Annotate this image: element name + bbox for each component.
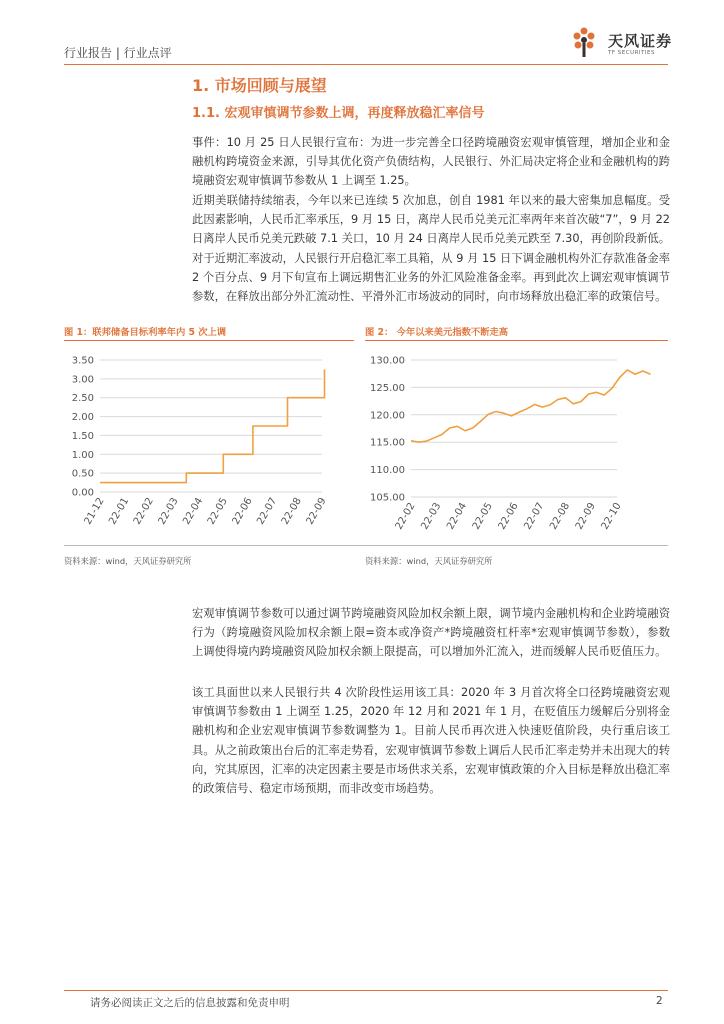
x-tick-label: 22-05 (470, 501, 495, 532)
x-tick-label: 22-01 (107, 496, 132, 527)
x-tick-label: 22-05 (205, 496, 230, 527)
x-tick-label: 22-08 (548, 501, 573, 532)
x-tick-label: 22-02 (393, 501, 418, 532)
figure1-source: 资料来源：wind，天风证券研究所 (64, 556, 192, 566)
figure1-title: 图 1：联邦储备目标利率年内 5 次上调 (64, 327, 227, 338)
y-tick-label: 125.00 (370, 382, 405, 394)
x-tick-label: 22-07 (255, 496, 280, 527)
figure2-chart (365, 346, 668, 546)
y-tick-label: 1.50 (71, 430, 94, 442)
x-tick-label: 22-08 (279, 496, 304, 527)
x-tick-label: 22-02 (131, 496, 156, 527)
x-tick-label: 22-06 (230, 496, 255, 527)
x-tick-label: 22-07 (522, 501, 547, 532)
paragraph-event: 事件：10 月 25 日人民银行宣布：为进一步完善全口径跨境融资宏观审慎管理，增加企业和金融机构跨境资金来源，引导其优化资产负债结构，人民银行、外汇局决定将企业和金融机构的跨境融资宏观审慎调节参数从 1 上调至 1.25。 (192, 136, 670, 188)
section-heading: 1. 市场回顾与展望 (192, 76, 327, 95)
subsection-heading: 1.1. 宏观审慎调节参数上调，再度释放稳汇率信号 (192, 106, 485, 121)
series-line (100, 369, 325, 482)
page-number: 2 (656, 995, 663, 1007)
y-tick-label: 130.00 (370, 355, 405, 367)
figure-bottom-rule (64, 545, 668, 546)
y-tick-label: 105.00 (370, 492, 405, 504)
x-tick-label: 22-09 (573, 501, 598, 532)
x-tick-label: 22-10 (599, 501, 624, 532)
logo-name: 天风证券 (608, 32, 673, 50)
footer-divider (64, 990, 668, 991)
y-tick-label: 2.50 (71, 393, 94, 405)
y-tick-label: 3.00 (71, 374, 94, 386)
y-tick-label: 0.00 (71, 487, 94, 499)
logo-subtitle: TF SECURITIES (608, 50, 655, 56)
x-tick-label: 22-03 (419, 501, 444, 532)
figure1-rule (64, 340, 354, 341)
x-tick-label: 22-03 (156, 496, 181, 527)
y-tick-label: 0.50 (71, 468, 94, 480)
x-tick-label: 22-04 (181, 496, 206, 527)
figure2-rule (365, 340, 668, 341)
footer-disclaimer: 请务必阅读正文之后的信息披露和免责申明 (90, 997, 290, 1009)
figure2-title: 图 2： 今年以来美元指数不断走高 (365, 327, 509, 338)
y-tick-label: 115.00 (370, 437, 405, 449)
x-tick-label: 22-06 (496, 501, 521, 532)
report-category: 行业报告 | 行业点评 (64, 46, 172, 60)
y-tick-label: 1.00 (71, 449, 94, 461)
paragraph-mechanism: 宏观审慎调节参数可以通过调节跨境融资风险加权余额上限，调节境内金融机构和企业跨境融资行为（跨境融资风险加权余额上限=资本或净资产*跨境融资杠杆率*宏观审慎调节参数），参数上调使得境内跨境融资风险加权余额上限提高，可以增加外汇流入，进而缓解人民币贬值压力。 (192, 607, 670, 659)
flower-logo-icon (574, 28, 595, 58)
y-tick-label: 3.50 (71, 355, 94, 367)
x-tick-label: 22-04 (445, 501, 470, 532)
paragraph-background: 近期美联储持续缩表，今年以来已连续 5 次加息，创自 1981 年以来的最大密集加息幅度。受此因素影响，人民币汇率承压，9 月 15 日，离岸人民币兑美元汇率两年来首次破“7”，9 月 22 日离岸人民币兑美元跌破 7.1 关口，10 月 24 日离岸人民币兑美元跌至 7.30，再创阶段新低。对于近期汇率波动，人民银行开启稳汇率工具箱，从 9 月 15 日下调金融机构外汇存款准备金率 2 个百分点、9 月下旬宣布上调远期售汇业务的外汇风险准备金率。再到此次上调宏观审慎调节参数，在释放出部分外汇流动性、平滑外汇市场波动的同时，向市场释放出稳汇率的政策信号。 (192, 194, 670, 304)
figure2-source: 资料来源：wind，天风证券研究所 (365, 556, 493, 566)
figure1-chart (64, 346, 354, 546)
y-tick-label: 2.00 (71, 412, 94, 424)
paragraph-history: 该工具面世以来人民银行共 4 次阶段性运用该工具：2020 年 3 月首次将全口径跨境融资宏观审慎调节参数由 1 上调至 1.25，2020 年 12 月和 2021 年 1 月，在贬值压力缓解后分别将金融机构和企业宏观审慎调节参数调整为 1。目前人民币再次进入快速贬值阶段，央行重启该工具。从之前政策出台后的汇率走势看，宏观审慎调节参数上调后人民币汇率走势并未出现大的转向，究其原因，汇率的决定因素主要是市场供求关系，宏观审慎政策的介入目标是释放出稳汇率的政策信号、稳定市场预期，而非改变市场趋势。 (192, 686, 670, 796)
x-tick-label: 22-09 (304, 496, 329, 527)
series-line (411, 370, 651, 442)
y-tick-label: 110.00 (370, 465, 405, 477)
y-tick-label: 120.00 (370, 410, 405, 422)
header-divider (64, 64, 668, 65)
x-tick-label: 21-12 (82, 496, 107, 527)
